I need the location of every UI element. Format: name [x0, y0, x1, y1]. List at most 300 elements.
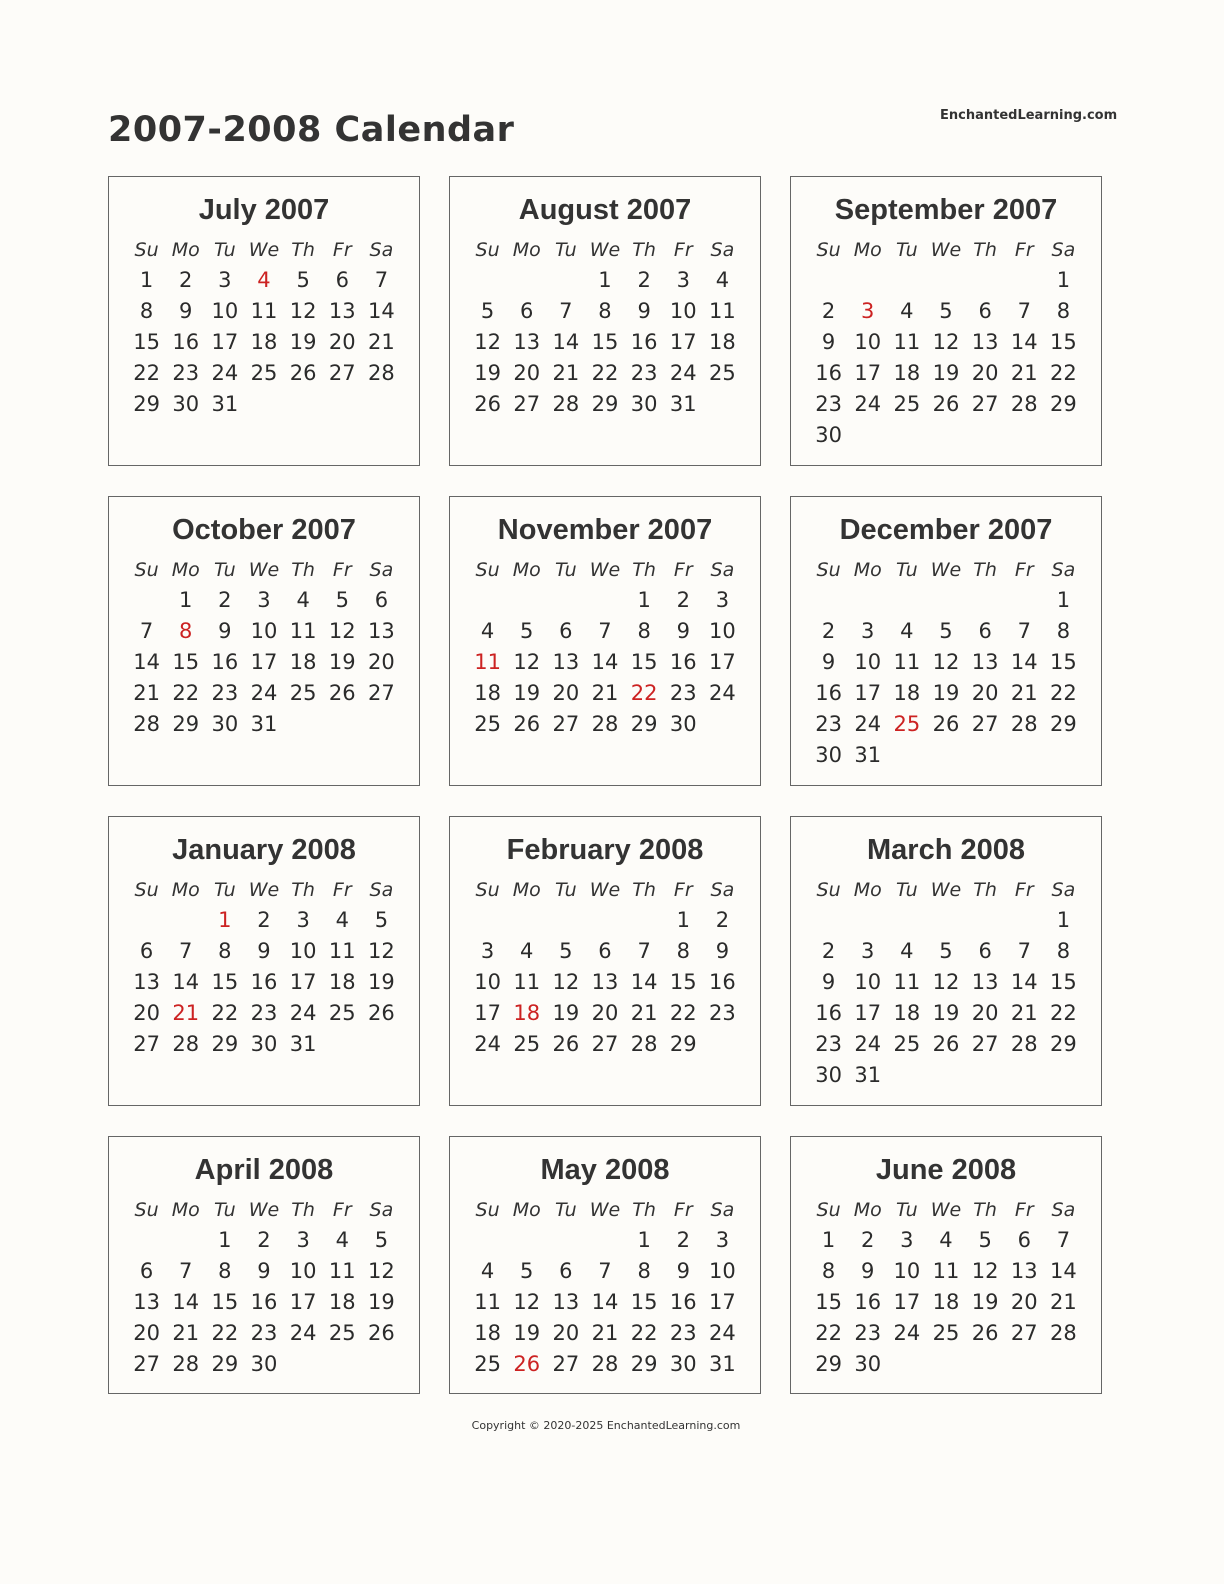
- calendar-day: 19: [513, 681, 541, 705]
- calendar-day: 30: [815, 1063, 842, 1087]
- calendar-day: 20: [1010, 1290, 1038, 1314]
- calendar-day: 4: [939, 1228, 953, 1252]
- calendar-day: 27: [1010, 1321, 1038, 1345]
- calendar-day: 3: [715, 588, 730, 612]
- calendar-day: 5: [939, 619, 953, 643]
- calendar-day: 6: [978, 619, 992, 643]
- calendar-day: 28: [368, 361, 395, 385]
- weekday-label: Sa: [710, 879, 735, 901]
- calendar-day: 19: [328, 650, 356, 674]
- weekday-label: Fr: [673, 1199, 693, 1221]
- weekday-label: Su: [475, 879, 500, 901]
- calendar-day: 3: [257, 588, 271, 612]
- calendar-day: 11: [289, 619, 317, 643]
- calendar-day: 21: [1050, 1290, 1077, 1314]
- holiday-day: 3: [861, 299, 875, 323]
- empty-day-cell: [848, 905, 887, 936]
- calendar-day: 8: [637, 619, 651, 643]
- month-card: [108, 1136, 420, 1394]
- calendar-day: 7: [637, 939, 651, 963]
- empty-day-cell: [468, 585, 507, 616]
- calendar-day: 16: [172, 330, 200, 354]
- weekday-label: Mo: [171, 559, 200, 581]
- calendar-day: 9: [715, 939, 730, 963]
- calendar-day: 9: [821, 330, 836, 354]
- calendar-day: 9: [676, 619, 690, 643]
- calendar-day: 2: [676, 1228, 690, 1252]
- calendar-day: 17: [474, 1001, 501, 1025]
- weekday-label: We: [589, 1199, 621, 1221]
- weekday-label: Mo: [512, 1199, 541, 1221]
- calendar-day: 11: [932, 1259, 960, 1283]
- calendar-day: 5: [559, 939, 573, 963]
- day-grid: [468, 1225, 742, 1380]
- calendar-day: 22: [669, 1001, 697, 1025]
- empty-day-cell: [809, 265, 848, 296]
- weekday-label: Mo: [512, 239, 541, 261]
- calendar-day: 10: [289, 1259, 317, 1283]
- empty-day-cell: [848, 585, 887, 616]
- weekday-header: [468, 555, 742, 585]
- calendar-day: 25: [893, 1032, 921, 1056]
- calendar-day: 12: [513, 1290, 541, 1314]
- weekday-header: [468, 875, 742, 905]
- month-card: [449, 176, 761, 466]
- calendar-grid: [108, 176, 1101, 1394]
- calendar-day: 22: [133, 361, 160, 385]
- calendar-day: 26: [552, 1032, 580, 1056]
- calendar-day: 31: [211, 392, 239, 416]
- calendar-day: 3: [296, 1228, 310, 1252]
- calendar-day: 5: [374, 1228, 389, 1252]
- calendar-day: 13: [971, 650, 999, 674]
- calendar-day: 18: [893, 1001, 921, 1025]
- weekday-label: Mo: [171, 239, 200, 261]
- weekday-header: [127, 1195, 401, 1225]
- empty-day-cell: [887, 905, 926, 936]
- weekday-label: We: [248, 879, 280, 901]
- calendar-day: 23: [854, 1321, 882, 1345]
- calendar-day: 10: [211, 299, 239, 323]
- calendar-day: 14: [133, 650, 160, 674]
- calendar-day: 5: [520, 1259, 534, 1283]
- empty-day-cell: [966, 265, 1005, 296]
- calendar-day: 25: [474, 712, 501, 736]
- calendar-day: 1: [179, 588, 193, 612]
- month-title: November 2007: [497, 514, 713, 546]
- calendar-day: 11: [893, 970, 921, 994]
- weekday-label: Tu: [895, 559, 918, 581]
- calendar-day: 29: [815, 1352, 842, 1376]
- weekday-label: Su: [816, 1199, 841, 1221]
- calendar-day: 18: [474, 1321, 501, 1345]
- calendar-day: 24: [854, 392, 882, 416]
- calendar-day: 18: [328, 1290, 356, 1314]
- calendar-day: 23: [709, 1001, 736, 1025]
- calendar-day: 19: [971, 1290, 999, 1314]
- calendar-day: 24: [709, 681, 736, 705]
- weekday-header: [127, 875, 401, 905]
- empty-day-cell: [1005, 585, 1044, 616]
- calendar-day: 30: [669, 1352, 697, 1376]
- empty-day-cell: [507, 1225, 546, 1256]
- weekday-label: Su: [134, 239, 159, 261]
- month-card: [108, 496, 420, 786]
- calendar-day: 25: [932, 1321, 960, 1345]
- month-card: [790, 1136, 1102, 1394]
- weekday-label: Sa: [369, 879, 394, 901]
- calendar-day: 14: [1010, 650, 1038, 674]
- weekday-label: Sa: [1051, 559, 1076, 581]
- empty-day-cell: [507, 905, 546, 936]
- page-title: 2007-2008 Calendar: [108, 110, 515, 150]
- weekday-label: Th: [291, 559, 315, 581]
- weekday-label: Tu: [213, 879, 236, 901]
- weekday-label: We: [248, 239, 280, 261]
- weekday-label: Su: [134, 1199, 159, 1221]
- calendar-day: 13: [552, 650, 580, 674]
- calendar-day: 5: [939, 939, 953, 963]
- calendar-day: 16: [669, 650, 697, 674]
- empty-day-cell: [625, 905, 664, 936]
- calendar-day: 15: [1050, 970, 1077, 994]
- calendar-day: 28: [1010, 392, 1038, 416]
- calendar-day: 14: [591, 650, 619, 674]
- calendar-day: 8: [218, 939, 232, 963]
- calendar-day: 28: [552, 392, 580, 416]
- holiday-day: 21: [172, 1001, 200, 1025]
- empty-day-cell: [966, 585, 1005, 616]
- weekday-label: Fr: [332, 1199, 352, 1221]
- weekday-label: Mo: [512, 879, 541, 901]
- calendar-day: 18: [328, 970, 356, 994]
- calendar-day: 13: [1010, 1259, 1038, 1283]
- calendar-day: 7: [179, 1259, 193, 1283]
- weekday-label: Tu: [554, 239, 577, 261]
- calendar-day: 30: [172, 392, 200, 416]
- calendar-day: 1: [676, 908, 690, 932]
- empty-day-cell: [926, 905, 965, 936]
- calendar-day: 9: [861, 1259, 875, 1283]
- calendar-day: 17: [709, 650, 736, 674]
- calendar-day: 20: [971, 361, 999, 385]
- calendar-day: 6: [598, 939, 612, 963]
- calendar-day: 11: [474, 1290, 501, 1314]
- calendar-day: 16: [815, 1001, 842, 1025]
- calendar-day: 9: [257, 939, 271, 963]
- calendar-day: 18: [893, 681, 921, 705]
- weekday-label: Mo: [853, 559, 882, 581]
- calendar-day: 2: [637, 268, 651, 292]
- holiday-day: 18: [513, 1001, 541, 1025]
- weekday-label: Sa: [1051, 1199, 1076, 1221]
- calendar-day: 19: [289, 330, 317, 354]
- weekday-label: Sa: [369, 239, 394, 261]
- calendar-day: 12: [552, 970, 580, 994]
- calendar-day: 12: [289, 299, 317, 323]
- calendar-day: 6: [978, 299, 992, 323]
- calendar-day: 21: [172, 1321, 200, 1345]
- calendar-day: 9: [218, 619, 232, 643]
- calendar-day: 8: [218, 1259, 232, 1283]
- calendar-day: 25: [289, 681, 317, 705]
- month-title: October 2007: [172, 514, 356, 546]
- calendar-day: 14: [1010, 970, 1038, 994]
- calendar-day: 3: [218, 268, 232, 292]
- weekday-label: Tu: [213, 1199, 236, 1221]
- calendar-day: 14: [172, 970, 200, 994]
- weekday-header: [809, 1195, 1083, 1225]
- calendar-day: 27: [591, 1032, 619, 1056]
- calendar-day: 11: [328, 939, 356, 963]
- calendar-day: 24: [289, 1321, 317, 1345]
- calendar-day: 23: [250, 1001, 278, 1025]
- weekday-label: Th: [973, 1199, 997, 1221]
- calendar-day: 10: [709, 1259, 736, 1283]
- calendar-day: 12: [513, 650, 541, 674]
- calendar-day: 20: [552, 1321, 580, 1345]
- weekday-label: We: [930, 879, 962, 901]
- calendar-day: 26: [932, 712, 960, 736]
- empty-day-cell: [848, 265, 887, 296]
- calendar-day: 23: [211, 681, 239, 705]
- calendar-day: 16: [250, 970, 278, 994]
- calendar-day: 17: [709, 1290, 736, 1314]
- day-grid: [127, 905, 401, 1060]
- calendar-day: 21: [1010, 681, 1038, 705]
- month-title: June 2008: [875, 1154, 1017, 1186]
- calendar-day: 17: [289, 1290, 317, 1314]
- calendar-day: 24: [893, 1321, 921, 1345]
- holiday-day: 11: [474, 650, 501, 674]
- calendar-day: 15: [133, 330, 160, 354]
- weekday-label: Th: [632, 239, 656, 261]
- calendar-day: 23: [815, 1032, 842, 1056]
- weekday-label: Th: [291, 1199, 315, 1221]
- weekday-label: Th: [291, 239, 315, 261]
- calendar-day: 10: [854, 970, 882, 994]
- calendar-day: 23: [172, 361, 200, 385]
- empty-day-cell: [468, 265, 507, 296]
- calendar-day: 10: [709, 619, 736, 643]
- calendar-day: 3: [861, 619, 875, 643]
- calendar-day: 15: [669, 970, 697, 994]
- calendar-day: 24: [669, 361, 697, 385]
- calendar-day: 28: [1050, 1321, 1077, 1345]
- weekday-label: Th: [632, 879, 656, 901]
- weekday-label: Th: [973, 239, 997, 261]
- calendar-day: 16: [250, 1290, 278, 1314]
- calendar-day: 31: [854, 743, 882, 767]
- calendar-day: 25: [328, 1321, 356, 1345]
- empty-day-cell: [887, 585, 926, 616]
- calendar-day: 11: [513, 970, 541, 994]
- holiday-day: 22: [630, 681, 658, 705]
- calendar-day: 17: [854, 1001, 882, 1025]
- calendar-day: 4: [520, 939, 534, 963]
- calendar-day: 29: [669, 1032, 697, 1056]
- calendar-day: 20: [513, 361, 541, 385]
- calendar-day: 15: [630, 1290, 658, 1314]
- calendar-day: 16: [854, 1290, 882, 1314]
- holiday-day: 25: [893, 712, 921, 736]
- calendar-day: 21: [591, 1321, 619, 1345]
- month-title: March 2008: [867, 834, 1025, 866]
- calendar-day: 2: [218, 588, 232, 612]
- calendar-day: 19: [368, 970, 395, 994]
- calendar-day: 20: [133, 1321, 160, 1345]
- calendar-day: 29: [133, 392, 160, 416]
- empty-day-cell: [507, 585, 546, 616]
- calendar-day: 14: [591, 1290, 619, 1314]
- calendar-day: 17: [854, 681, 882, 705]
- calendar-day: 9: [821, 650, 836, 674]
- weekday-label: We: [248, 1199, 280, 1221]
- holiday-day: 26: [513, 1352, 541, 1376]
- calendar-day: 7: [1017, 619, 1031, 643]
- brand-link[interactable]: EnchantedLearning.com: [940, 108, 1118, 123]
- calendar-day: 12: [328, 619, 356, 643]
- calendar-day: 20: [133, 1001, 160, 1025]
- calendar-day: 25: [474, 1352, 501, 1376]
- calendar-day: 1: [1056, 908, 1071, 932]
- calendar-day: 9: [257, 1259, 271, 1283]
- day-grid: [809, 265, 1083, 451]
- weekday-label: Fr: [673, 239, 693, 261]
- calendar-day: 31: [669, 392, 697, 416]
- holiday-day: 4: [257, 268, 271, 292]
- calendar-day: 10: [669, 299, 697, 323]
- weekday-label: Fr: [332, 559, 352, 581]
- calendar-day: 10: [250, 619, 278, 643]
- calendar-day: 21: [591, 681, 619, 705]
- calendar-day: 25: [250, 361, 278, 385]
- calendar-day: 6: [139, 1259, 154, 1283]
- calendar-day: 1: [218, 1228, 232, 1252]
- calendar-day: 7: [559, 299, 573, 323]
- calendar-day: 3: [900, 1228, 914, 1252]
- calendar-day: 9: [821, 970, 836, 994]
- calendar-day: 30: [815, 423, 842, 447]
- calendar-day: 14: [172, 1290, 200, 1314]
- calendar-day: 23: [250, 1321, 278, 1345]
- calendar-day: 18: [250, 330, 278, 354]
- calendar-day: 26: [328, 681, 356, 705]
- empty-day-cell: [546, 1225, 585, 1256]
- weekday-label: Sa: [369, 559, 394, 581]
- month-card: [449, 1136, 761, 1394]
- calendar-day: 19: [932, 361, 960, 385]
- calendar-day: 11: [893, 650, 921, 674]
- calendar-day: 28: [591, 712, 619, 736]
- calendar-day: 26: [932, 392, 960, 416]
- weekday-label: Mo: [171, 1199, 200, 1221]
- empty-day-cell: [546, 585, 585, 616]
- calendar-day: 10: [474, 970, 501, 994]
- calendar-day: 20: [328, 330, 356, 354]
- calendar-day: 12: [368, 939, 395, 963]
- calendar-day: 21: [133, 681, 160, 705]
- calendar-day: 15: [1050, 650, 1077, 674]
- calendar-day: 5: [374, 908, 389, 932]
- calendar-day: 8: [821, 1259, 836, 1283]
- calendar-day: 1: [598, 268, 612, 292]
- calendar-day: 13: [328, 299, 356, 323]
- calendar-day: 2: [676, 588, 690, 612]
- calendar-day: 30: [250, 1032, 278, 1056]
- empty-day-cell: [809, 905, 848, 936]
- calendar-day: 15: [211, 1290, 239, 1314]
- calendar-day: 31: [289, 1032, 317, 1056]
- calendar-day: 22: [172, 681, 200, 705]
- day-grid: [809, 905, 1083, 1091]
- weekday-label: We: [930, 1199, 962, 1221]
- weekday-label: Su: [475, 559, 500, 581]
- calendar-day: 3: [296, 908, 310, 932]
- month-title: August 2007: [518, 194, 692, 226]
- calendar-day: 8: [1056, 299, 1071, 323]
- calendar-day: 7: [374, 268, 389, 292]
- month-title: July 2007: [198, 194, 330, 226]
- calendar-day: 22: [591, 361, 619, 385]
- calendar-day: 29: [172, 712, 200, 736]
- calendar-day: 7: [1017, 299, 1031, 323]
- calendar-day: 13: [552, 1290, 580, 1314]
- calendar-day: 24: [250, 681, 278, 705]
- calendar-day: 17: [893, 1290, 921, 1314]
- weekday-label: Tu: [554, 879, 577, 901]
- calendar-day: 8: [1056, 619, 1071, 643]
- calendar-day: 15: [630, 650, 658, 674]
- calendar-day: 17: [669, 330, 697, 354]
- empty-day-cell: [546, 905, 585, 936]
- weekday-label: Tu: [554, 1199, 577, 1221]
- weekday-label: Th: [291, 879, 315, 901]
- calendar-day: 1: [637, 588, 651, 612]
- empty-day-cell: [127, 905, 166, 936]
- weekday-header: [127, 235, 401, 265]
- holiday-day: 1: [218, 908, 232, 932]
- calendar-day: 7: [139, 619, 154, 643]
- month-title: May 2008: [540, 1154, 670, 1186]
- calendar-day: 19: [474, 361, 501, 385]
- weekday-label: We: [589, 879, 621, 901]
- empty-day-cell: [507, 265, 546, 296]
- calendar-day: 22: [630, 1321, 658, 1345]
- calendar-day: 24: [474, 1032, 501, 1056]
- calendar-day: 28: [1010, 1032, 1038, 1056]
- calendar-day: 15: [815, 1290, 842, 1314]
- calendar-day: 12: [932, 650, 960, 674]
- weekday-label: We: [930, 559, 962, 581]
- weekday-label: Tu: [554, 559, 577, 581]
- calendar-day: 9: [676, 1259, 690, 1283]
- calendar-day: 5: [520, 619, 534, 643]
- calendar-day: 23: [630, 361, 658, 385]
- month-card: [790, 176, 1102, 466]
- weekday-label: Tu: [213, 239, 236, 261]
- empty-day-cell: [887, 265, 926, 296]
- calendar-day: 21: [630, 1001, 658, 1025]
- empty-day-cell: [468, 1225, 507, 1256]
- calendar-day: 14: [1050, 1259, 1077, 1283]
- calendar-day: 1: [637, 1228, 651, 1252]
- calendar-day: 12: [932, 970, 960, 994]
- calendar-day: 10: [854, 650, 882, 674]
- weekday-label: Fr: [673, 879, 693, 901]
- calendar-day: 27: [971, 392, 999, 416]
- calendar-day: 4: [900, 619, 914, 643]
